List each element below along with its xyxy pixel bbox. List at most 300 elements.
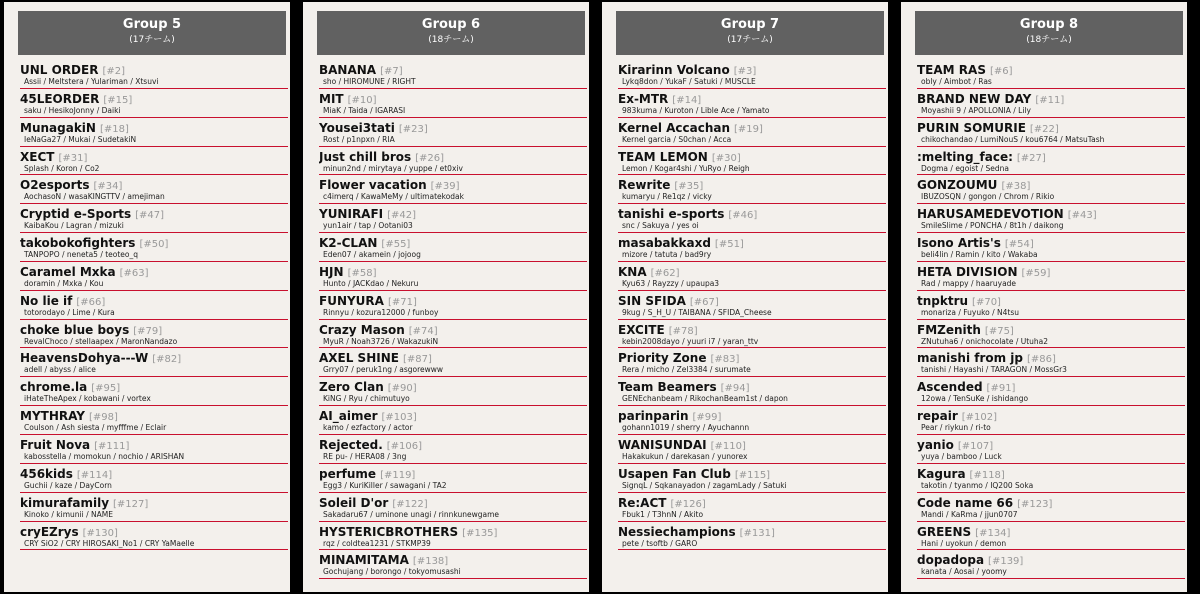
team-seed-number: [#75] bbox=[984, 325, 1014, 337]
team-members: MiaK / Taida / IGARASI bbox=[323, 105, 406, 115]
team-members: chikochandao / LumiNouS / kou6764 / MatsuTash bbox=[921, 134, 1105, 144]
team-row bbox=[319, 522, 587, 551]
team-seed-number: [#98] bbox=[88, 412, 118, 424]
team-row bbox=[319, 89, 587, 118]
team-seed-number: [#114] bbox=[76, 469, 113, 481]
team-row bbox=[319, 204, 587, 233]
team-heading bbox=[917, 291, 1185, 308]
team-name: Usapen Fan Club bbox=[618, 466, 731, 481]
group-team-count: (18チーム) bbox=[1026, 35, 1072, 45]
team-heading bbox=[20, 320, 288, 337]
team-row bbox=[917, 435, 1185, 464]
team-row bbox=[319, 493, 587, 522]
team-heading bbox=[20, 262, 288, 279]
team-heading bbox=[618, 493, 886, 510]
team-members: gohann1019 / sherry / Ayuchannn bbox=[622, 423, 750, 433]
team-name: Team Beamers bbox=[618, 380, 717, 395]
team-name: GREENS bbox=[917, 524, 972, 539]
group-header bbox=[616, 11, 884, 55]
team-row bbox=[618, 89, 886, 118]
team-seed-number: [#38] bbox=[1001, 181, 1031, 193]
team-row bbox=[618, 175, 886, 204]
team-members: Mandi / KaRma / jjun0707 bbox=[921, 509, 1018, 519]
team-row bbox=[20, 493, 288, 522]
team-name: Rejected. bbox=[319, 437, 383, 452]
team-name: FMZenith bbox=[917, 322, 981, 337]
team-row bbox=[618, 377, 886, 406]
team-name: repair bbox=[917, 409, 958, 424]
group-panel bbox=[4, 2, 290, 592]
team-row bbox=[319, 147, 587, 176]
team-name: TEAM LEMON bbox=[618, 149, 708, 164]
team-heading bbox=[917, 377, 1185, 394]
group-header bbox=[317, 11, 585, 55]
team-members: rqz / coldtea1231 / STKMP39 bbox=[323, 538, 431, 548]
team-members: c4imerq / KawaMeMy / ultimatekodak bbox=[323, 192, 464, 202]
team-members: KaibaKou / Lagran / mizuki bbox=[24, 221, 124, 231]
team-seed-number: [#27] bbox=[1016, 152, 1046, 164]
team-name: HeavensDohya---W bbox=[20, 351, 149, 366]
team-members: kumaryu / Re1qz / vicky bbox=[622, 192, 712, 202]
team-row bbox=[917, 89, 1185, 118]
team-seed-number: [#86] bbox=[1027, 354, 1056, 366]
team-members: beli4lin / Ramin / kito / Wakaba bbox=[921, 250, 1038, 260]
team-members: CRY SiO2 / CRY HIROSAKI_No1 / CRY YaMaelle bbox=[24, 538, 195, 548]
team-members: AochasoN / wasaKINGTTV / amejiman bbox=[24, 192, 165, 202]
team-row bbox=[20, 262, 288, 291]
team-heading bbox=[319, 550, 587, 567]
team-row bbox=[319, 377, 587, 406]
team-members: totorodayo / Lime / Kura bbox=[24, 307, 115, 317]
team-heading bbox=[618, 118, 886, 135]
team-heading bbox=[20, 175, 288, 192]
team-members: Sakadaru67 / uminone unagi / rinnkunewgame bbox=[323, 509, 499, 519]
team-name: BANANA bbox=[319, 63, 377, 77]
team-members: TANPOPO / neneta5 / teoteo_q bbox=[24, 250, 139, 260]
team-seed-number: [#3] bbox=[733, 66, 757, 77]
team-heading bbox=[319, 493, 587, 510]
team-heading bbox=[618, 320, 886, 337]
team-heading bbox=[319, 60, 587, 77]
team-name: K2-CLAN bbox=[319, 236, 378, 251]
team-name: MunagakiN bbox=[20, 120, 96, 135]
team-row bbox=[618, 348, 886, 377]
team-row bbox=[20, 464, 288, 493]
team-members: yuya / bamboo / Luck bbox=[921, 451, 1002, 461]
team-heading bbox=[20, 435, 288, 452]
team-name: tanishi e-sports bbox=[618, 207, 725, 222]
team-name: Crazy Mason bbox=[319, 322, 405, 337]
team-heading bbox=[20, 493, 288, 510]
team-seed-number: [#106] bbox=[386, 440, 423, 452]
team-members: Kinoko / kimunii / NAME bbox=[24, 509, 113, 519]
team-seed-number: [#30] bbox=[711, 152, 741, 164]
team-seed-number: [#22] bbox=[1029, 123, 1059, 135]
team-seed-number: [#111] bbox=[94, 440, 130, 452]
team-members: sho / HIROMUNE / RIGHT bbox=[323, 77, 416, 86]
team-heading bbox=[618, 406, 886, 423]
team-row bbox=[618, 204, 886, 233]
team-row bbox=[319, 291, 587, 320]
team-members: MyuR / Noah3726 / WakazukiN bbox=[323, 336, 439, 346]
team-row bbox=[319, 550, 587, 579]
team-seed-number: [#87] bbox=[402, 354, 432, 366]
team-seed-number: [#119] bbox=[380, 469, 416, 481]
team-seed-number: [#107] bbox=[957, 440, 994, 452]
team-heading bbox=[917, 175, 1185, 192]
team-row bbox=[917, 118, 1185, 147]
team-members: Gochujang / borongo / tokyomusashi bbox=[323, 567, 461, 577]
team-members: Eden07 / akamein / jojoog bbox=[323, 250, 421, 260]
team-seed-number: [#47] bbox=[135, 210, 165, 222]
team-row bbox=[319, 348, 587, 377]
team-name: Soleil D'or bbox=[319, 495, 389, 510]
team-heading bbox=[618, 348, 886, 365]
team-name: Caramel Mxka bbox=[20, 264, 116, 279]
team-seed-number: [#11] bbox=[1035, 94, 1065, 106]
team-seed-number: [#115] bbox=[734, 469, 771, 481]
team-row bbox=[20, 89, 288, 118]
team-members: snc / Sakuya / yes oi bbox=[622, 221, 699, 231]
team-members: kebin2008dayo / yuuri i7 / yaran_ttv bbox=[622, 336, 759, 346]
team-heading bbox=[319, 377, 587, 394]
team-name: cryEZrys bbox=[20, 524, 79, 539]
team-seed-number: [#66] bbox=[76, 296, 106, 308]
team-members: monariza / Fuyuko / N4tsu bbox=[921, 307, 1020, 317]
team-row bbox=[20, 233, 288, 262]
team-heading bbox=[319, 348, 587, 365]
team-row bbox=[917, 291, 1185, 320]
group-panel bbox=[602, 2, 888, 592]
team-seed-number: [#130] bbox=[82, 527, 118, 539]
team-row bbox=[20, 406, 288, 435]
team-members: Guchii / kaze / DayCorn bbox=[24, 480, 112, 490]
team-row bbox=[917, 522, 1185, 551]
team-heading bbox=[917, 464, 1185, 481]
team-seed-number: [#54] bbox=[1004, 239, 1034, 251]
team-members: ZNutuha6 / onichocolate / Utuha2 bbox=[921, 336, 1049, 346]
team-row bbox=[618, 435, 886, 464]
team-heading bbox=[618, 233, 886, 250]
team-members: Rad / mappy / haaruyade bbox=[921, 278, 1017, 288]
team-name: No lie if bbox=[20, 293, 73, 308]
group-team-count: (18チーム) bbox=[428, 35, 474, 45]
team-heading bbox=[618, 435, 886, 452]
team-name: Ascended bbox=[917, 380, 983, 395]
team-seed-number: [#70] bbox=[972, 296, 1001, 308]
team-name: Priority Zone bbox=[618, 351, 707, 366]
group-title: Group 8 bbox=[1019, 17, 1079, 32]
team-name: YUNIRAFI bbox=[319, 207, 384, 222]
team-heading bbox=[917, 118, 1185, 135]
team-members: GENEchanbeam / RikochanBeam1st / dapon bbox=[622, 394, 788, 404]
team-name: MYTHRAY bbox=[20, 409, 85, 424]
team-heading bbox=[319, 262, 587, 279]
team-seed-number: [#134] bbox=[975, 527, 1011, 539]
team-seed-number: [#91] bbox=[986, 383, 1016, 395]
team-seed-number: [#131] bbox=[739, 527, 775, 539]
team-row bbox=[618, 262, 886, 291]
team-members: Splash / Koron / Co2 bbox=[24, 163, 100, 173]
team-row bbox=[917, 147, 1185, 176]
team-members: saku / HesikoJonny / Daiki bbox=[24, 105, 121, 115]
team-row bbox=[917, 406, 1185, 435]
team-members: Egg3 / KuriKiller / sawagani / TA2 bbox=[323, 480, 447, 490]
team-heading bbox=[20, 291, 288, 308]
team-seed-number: [#59] bbox=[1021, 267, 1051, 279]
team-list bbox=[20, 60, 288, 550]
team-name: Isono Artis's bbox=[917, 236, 1001, 251]
team-members: IBUZOSQN / gongon / Chrom / Rikio bbox=[921, 192, 1055, 202]
team-members: IeNaGa27 / Mukai / SudetakiN bbox=[24, 134, 137, 144]
team-heading bbox=[20, 204, 288, 221]
team-name: MINAMITAMA bbox=[319, 553, 409, 568]
team-members: mizore / tatuta / bad9ry bbox=[622, 250, 712, 260]
team-members: kanata / Aosai / yoomy bbox=[921, 567, 1007, 577]
team-heading bbox=[618, 89, 886, 106]
team-seed-number: [#83] bbox=[710, 354, 740, 366]
team-row bbox=[20, 522, 288, 551]
team-name: FUNYURA bbox=[319, 293, 384, 308]
team-heading bbox=[618, 291, 886, 308]
team-name: O2esports bbox=[20, 178, 90, 193]
team-row bbox=[618, 406, 886, 435]
team-seed-number: [#118] bbox=[969, 469, 1005, 481]
team-seed-number: [#42] bbox=[387, 210, 417, 222]
team-members: Assii / Meltstera / Yulariman / Xtsuvi bbox=[24, 77, 159, 86]
team-members: Dogma / egoist / Sedna bbox=[921, 163, 1009, 173]
team-heading bbox=[917, 89, 1185, 106]
team-members: Lemon / Kogar4shi / YuRyo / Reigh bbox=[622, 163, 750, 173]
team-seed-number: [#2] bbox=[102, 66, 125, 77]
team-row bbox=[319, 262, 587, 291]
team-heading bbox=[618, 262, 886, 279]
team-seed-number: [#35] bbox=[674, 181, 704, 193]
team-seed-number: [#139] bbox=[988, 556, 1024, 568]
team-list bbox=[618, 60, 886, 550]
team-seed-number: [#51] bbox=[714, 239, 744, 251]
team-members: iHateTheApex / kobawani / vortex bbox=[24, 394, 151, 404]
team-heading bbox=[20, 233, 288, 250]
team-members: minun2nd / mirytaya / yuppe / et0xiv bbox=[323, 163, 463, 173]
team-row bbox=[917, 233, 1185, 262]
team-name: yanio bbox=[917, 437, 954, 452]
team-name: Yousei3tati bbox=[319, 120, 395, 135]
team-heading bbox=[319, 320, 587, 337]
team-members: yun1air / tap / Ootani03 bbox=[323, 221, 413, 231]
team-name: UNL ORDER bbox=[20, 63, 99, 77]
team-members: SignqL / Sqkanayadon / zagamLady / Satuki bbox=[622, 480, 787, 490]
group-panel bbox=[303, 2, 589, 592]
group-title: Group 5 bbox=[122, 17, 182, 32]
team-row bbox=[618, 320, 886, 349]
team-members: Hakakukun / darekasan / yunorex bbox=[622, 451, 748, 461]
team-seed-number: [#15] bbox=[103, 94, 133, 106]
team-heading bbox=[917, 435, 1185, 452]
team-seed-number: [#110] bbox=[710, 440, 746, 452]
team-seed-number: [#50] bbox=[139, 239, 169, 251]
team-heading bbox=[20, 377, 288, 394]
team-seed-number: [#102] bbox=[961, 412, 998, 424]
team-members: Rera / micho / Zel3384 / surumate bbox=[622, 365, 751, 375]
team-seed-number: [#122] bbox=[392, 498, 428, 510]
team-heading bbox=[319, 175, 587, 192]
team-seed-number: [#99] bbox=[692, 412, 722, 424]
team-row bbox=[20, 204, 288, 233]
team-name: choke blue boys bbox=[20, 322, 130, 337]
team-members: Kernel garcia / S0chan / Acca bbox=[622, 134, 732, 144]
team-name: KNA bbox=[618, 264, 647, 279]
team-seed-number: [#26] bbox=[415, 152, 445, 164]
team-row bbox=[20, 291, 288, 320]
team-name: Rewrite bbox=[618, 178, 671, 193]
team-row bbox=[319, 435, 587, 464]
team-members: 983kuma / Kuroton / Lible Ace / Yamato bbox=[622, 105, 770, 115]
team-row bbox=[20, 118, 288, 147]
team-heading bbox=[917, 406, 1185, 423]
team-row bbox=[618, 464, 886, 493]
team-name: Code name 66 bbox=[917, 495, 1014, 510]
team-heading bbox=[20, 60, 288, 77]
team-name: tnpktru bbox=[917, 293, 969, 308]
team-seed-number: [#10] bbox=[347, 94, 377, 106]
team-row bbox=[319, 233, 587, 262]
group-header bbox=[915, 11, 1183, 55]
team-members: adell / abyss / alice bbox=[24, 365, 96, 375]
team-heading bbox=[319, 233, 587, 250]
team-row bbox=[319, 406, 587, 435]
team-name: HARUSAMEDEVOTION bbox=[917, 207, 1064, 222]
team-row bbox=[618, 522, 886, 551]
team-row bbox=[319, 60, 587, 89]
team-members: Moyashii 9 / APOLLONIA / Lily bbox=[921, 105, 1031, 115]
team-row bbox=[319, 320, 587, 349]
group-title: Group 7 bbox=[720, 17, 780, 32]
team-row bbox=[917, 550, 1185, 579]
team-heading bbox=[917, 320, 1185, 337]
team-name: perfume bbox=[319, 466, 377, 481]
team-seed-number: [#138] bbox=[412, 556, 449, 568]
team-seed-number: [#90] bbox=[387, 383, 417, 395]
team-members: Fbuk1 / T3hnN / Akito bbox=[622, 509, 704, 519]
team-heading bbox=[618, 175, 886, 192]
team-name: :melting_face: bbox=[917, 149, 1013, 164]
team-members: Hunto / JACKdao / Nekuru bbox=[323, 278, 419, 288]
team-seed-number: [#94] bbox=[720, 383, 750, 395]
team-row bbox=[917, 348, 1185, 377]
team-heading bbox=[618, 377, 886, 394]
team-row bbox=[917, 320, 1185, 349]
team-members: KiNG / Ryu / chimutuyo bbox=[323, 394, 410, 404]
team-list bbox=[319, 60, 587, 579]
team-seed-number: [#23] bbox=[398, 123, 428, 135]
group-panel bbox=[901, 2, 1187, 592]
team-heading bbox=[20, 348, 288, 365]
team-name: HETA DIVISION bbox=[917, 264, 1018, 279]
team-heading bbox=[618, 464, 886, 481]
team-row bbox=[20, 348, 288, 377]
team-members: RE pu- / HERA08 / 3ng bbox=[323, 451, 407, 461]
team-row bbox=[917, 204, 1185, 233]
team-name: GONZOUMU bbox=[917, 178, 998, 193]
team-row bbox=[20, 175, 288, 204]
team-heading bbox=[319, 204, 587, 221]
team-seed-number: [#6] bbox=[989, 66, 1013, 77]
team-row bbox=[319, 464, 587, 493]
team-seed-number: [#39] bbox=[430, 181, 460, 193]
team-row bbox=[917, 464, 1185, 493]
team-heading bbox=[917, 204, 1185, 221]
team-members: kabosstella / momokun / nochio / ARISHAN bbox=[24, 451, 185, 461]
team-heading bbox=[319, 435, 587, 452]
team-row bbox=[20, 320, 288, 349]
team-name: AXEL SHINE bbox=[319, 351, 399, 366]
team-name: Cryptid e-Sports bbox=[20, 207, 132, 222]
team-row bbox=[917, 60, 1185, 89]
team-name: BRAND NEW DAY bbox=[917, 91, 1032, 106]
team-heading bbox=[917, 493, 1185, 510]
team-heading bbox=[319, 291, 587, 308]
team-name: Re:ACT bbox=[618, 495, 667, 510]
team-list bbox=[917, 60, 1185, 579]
team-row bbox=[20, 147, 288, 176]
team-name: takobokofighters bbox=[20, 236, 136, 251]
team-seed-number: [#43] bbox=[1067, 210, 1097, 222]
team-seed-number: [#34] bbox=[93, 181, 123, 193]
team-members: Pear / riykun / ri-to bbox=[921, 423, 991, 433]
team-seed-number: [#55] bbox=[381, 239, 411, 251]
team-seed-number: [#127] bbox=[113, 498, 149, 510]
team-members: Hani / uyokun / demon bbox=[921, 538, 1007, 548]
team-row bbox=[319, 118, 587, 147]
group-team-count: (17チーム) bbox=[727, 35, 773, 45]
team-row bbox=[618, 147, 886, 176]
team-seed-number: [#46] bbox=[728, 210, 758, 222]
team-name: EXCITE bbox=[618, 322, 665, 337]
team-members: takotin / tyanmo / IQ200 Soka bbox=[921, 480, 1034, 490]
team-heading bbox=[917, 147, 1185, 164]
team-row bbox=[917, 262, 1185, 291]
team-heading bbox=[917, 262, 1185, 279]
team-seed-number: [#82] bbox=[152, 354, 182, 366]
team-heading bbox=[917, 522, 1185, 539]
team-seed-number: [#18] bbox=[99, 123, 129, 135]
team-members: doramin / Mxka / Kou bbox=[24, 278, 104, 288]
group-header bbox=[18, 11, 286, 55]
team-name: kimurafamily bbox=[20, 495, 110, 510]
team-name: Kernel Accachan bbox=[618, 120, 731, 135]
team-members: Kyu63 / Rayzzy / upaupa3 bbox=[622, 278, 720, 288]
team-seed-number: [#123] bbox=[1017, 498, 1053, 510]
team-heading bbox=[20, 464, 288, 481]
team-heading bbox=[319, 147, 587, 164]
team-row bbox=[618, 291, 886, 320]
team-name: Fruit Nova bbox=[20, 437, 91, 452]
team-seed-number: [#71] bbox=[387, 296, 417, 308]
team-row bbox=[20, 377, 288, 406]
team-heading bbox=[618, 60, 886, 77]
team-name: Kirarinn Volcano bbox=[618, 63, 730, 77]
team-name: chrome.la bbox=[20, 380, 88, 395]
team-seed-number: [#14] bbox=[672, 94, 702, 106]
team-seed-number: [#95] bbox=[91, 383, 121, 395]
team-heading bbox=[618, 204, 886, 221]
team-row bbox=[618, 493, 886, 522]
team-row bbox=[618, 118, 886, 147]
team-name: Ex-MTR bbox=[618, 91, 669, 106]
team-heading bbox=[618, 522, 886, 539]
team-heading bbox=[20, 89, 288, 106]
